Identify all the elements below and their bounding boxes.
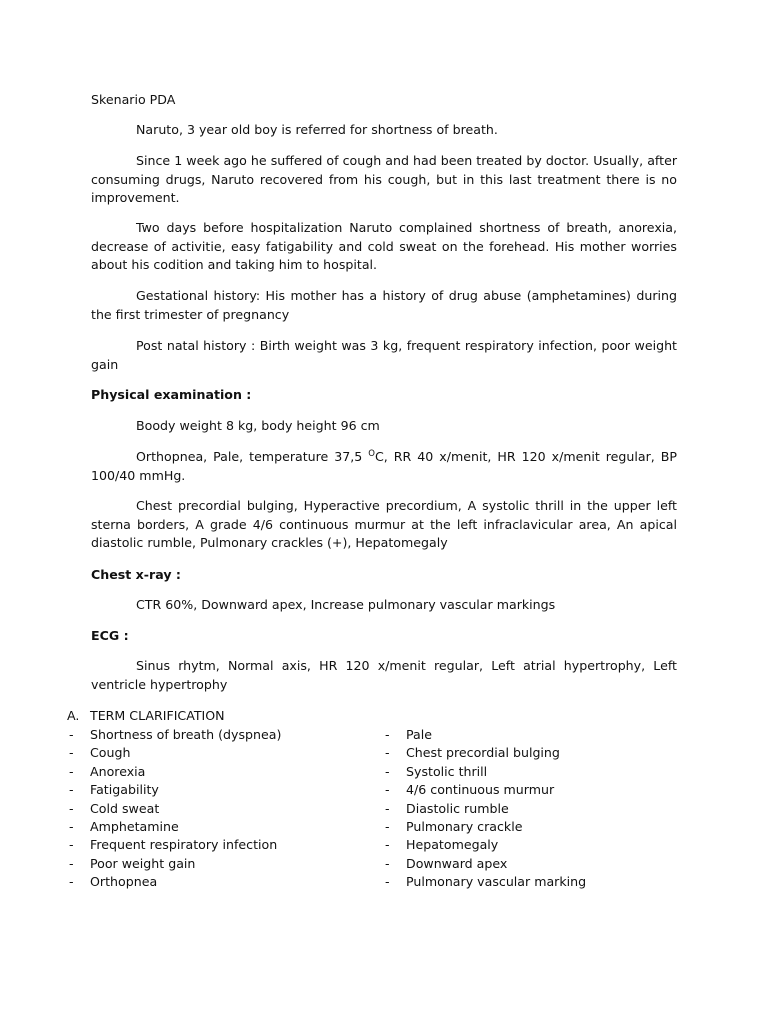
bullet-dash: - <box>69 745 74 761</box>
bullet-dash: - <box>385 818 390 834</box>
term-label: Hepatomegaly <box>406 837 499 853</box>
bullet-dash: - <box>69 818 74 834</box>
term-label: Anorexia <box>90 763 146 779</box>
heading-chest-xray: Chest x-ray : <box>91 567 181 582</box>
paragraph-referral: Naruto, 3 year old boy is referred for shortness of breath. <box>136 122 498 137</box>
paragraph-cough-history: Since 1 week ago he suffered of cough and had been treated by doctor. Usually, after consuming drugs, Naruto recovered from his cough, but in this last treatment there is no improvement. <box>91 153 677 205</box>
paragraph-ecg: Sinus rhytm, Normal axis, HR 120 x/menit regular, Left atrial hypertrophy, Left ventricle hypertrophy <box>91 658 677 692</box>
term-label: Systolic thrill <box>406 763 488 779</box>
paragraph-vital-signs <box>91 448 677 485</box>
term-label: Pulmonary crackle <box>406 818 523 834</box>
paragraph-hospitalization: Two days before hospitalization Naruto complained shortness of breath, anorexia, decrease of activitie, easy fatigability and cold sweat on the forehead. His mother worries about his codition and taking him to hospital. <box>91 220 677 272</box>
bullet-dash: - <box>69 837 74 853</box>
degree-superscript: O <box>368 448 375 459</box>
term-label: Downward apex <box>406 855 508 871</box>
paragraph-gestational-history: Gestational history: His mother has a history of drug abuse (amphetamines) during the first trimester of pregnancy <box>91 288 677 322</box>
term-label: Amphetamine <box>90 818 179 834</box>
term-label: Shortness of breath (dyspnea) <box>90 727 282 742</box>
bullet-dash: - <box>385 800 390 816</box>
paragraph-chest-findings: Chest precordial bulging, Hyperactive precordium, A systolic thrill in the upper left sterna borders, A grade 4/6 continuous murmur at the left infraclavicular area, An apical diastolic rumble, Pulmonary crackles (+), Hepatomegaly <box>91 498 677 550</box>
heading-ecg: ECG : <box>91 628 129 643</box>
term-label: Cough <box>90 745 131 761</box>
term-label: 4/6 continuous murmur <box>406 782 555 798</box>
bullet-dash: - <box>385 837 390 853</box>
paragraph-chest-xray: CTR 60%, Downward apex, Increase pulmonary vascular markings <box>136 597 556 612</box>
bullet-dash: - <box>69 800 74 816</box>
paragraph-postnatal-history: Post natal history : Birth weight was 3 kg, frequent respiratory infection, poor weight gain <box>91 338 677 372</box>
vitals-text-before: Orthopnea, Pale, temperature 37,5 <box>136 449 369 464</box>
bullet-dash: - <box>385 782 390 798</box>
bullet-dash: - <box>385 855 390 871</box>
document-title: Skenario PDA <box>91 92 176 107</box>
bullet-dash: - <box>385 727 390 742</box>
section-letter: A. <box>67 708 80 723</box>
term-label: Pale <box>406 727 432 742</box>
section-label: TERM CLARIFICATION <box>90 708 225 723</box>
term-label: Frequent respiratory infection <box>90 837 278 853</box>
term-label: Orthopnea <box>90 874 158 890</box>
bullet-dash: - <box>69 874 74 890</box>
bullet-dash: - <box>385 745 390 761</box>
bullet-dash: - <box>69 727 74 742</box>
vitals-text-after: C, RR 40 x/menit, HR 120 x/menit regular, BP 100/40 mmHg. <box>91 449 677 483</box>
paragraph-body-measurements: Boody weight 8 kg, body height 96 cm <box>136 418 380 433</box>
term-label: Cold sweat <box>90 800 160 816</box>
term-label: Fatigability <box>90 782 159 798</box>
term-label: Chest precordial bulging <box>406 745 560 761</box>
bullet-dash: - <box>69 855 74 871</box>
bullet-dash: - <box>69 782 74 798</box>
term-label: Pulmonary vascular marking <box>406 874 587 890</box>
term-label: Diastolic rumble <box>406 800 509 816</box>
bullet-dash: - <box>385 874 390 890</box>
bullet-dash: - <box>385 763 390 779</box>
bullet-dash: - <box>69 763 74 779</box>
term-label: Poor weight gain <box>90 855 196 871</box>
heading-physical-examination: Physical examination : <box>91 387 252 402</box>
